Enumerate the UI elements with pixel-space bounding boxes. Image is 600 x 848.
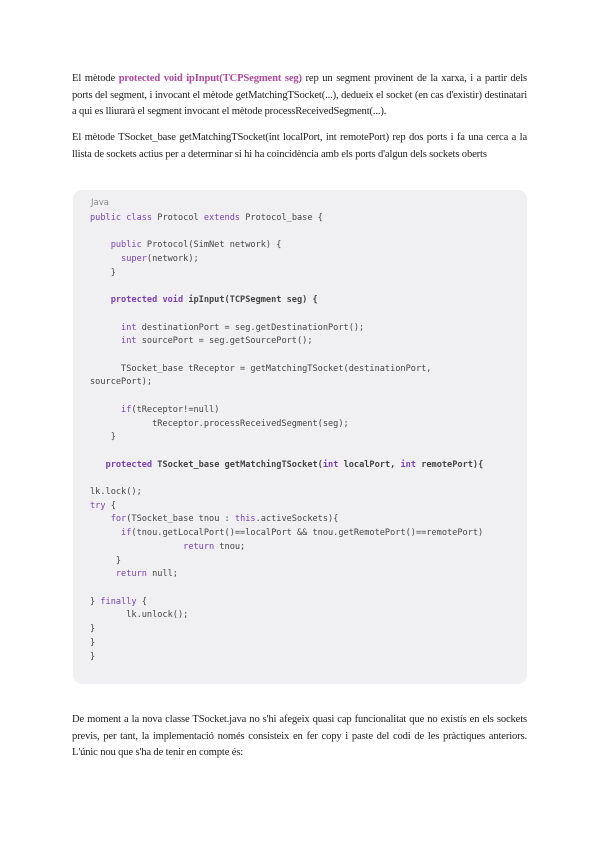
code-line xyxy=(90,486,483,500)
code-line xyxy=(90,322,483,336)
code-keyword: try xyxy=(90,500,111,511)
code-token: TSocket_base getMatchingTSocket( xyxy=(157,459,323,470)
code-line xyxy=(90,568,483,582)
highlighted-method-signature: protected void ipInput(TCPSegment seg) xyxy=(118,73,302,84)
code-line xyxy=(90,582,483,596)
code-token: Protocol xyxy=(157,213,204,223)
paragraph-text: rep un segment provinent de la xarxa, i a partir dels ports del segment, i invocant el mètode getMatchingTSocket(...), dedueix el socket (en cas d'existir) destinatari a qui es lliurarà el segment invocant el mètode processReceivedSegment(...). xyxy=(72,73,527,117)
code-token: } xyxy=(90,651,96,662)
code-line xyxy=(90,308,483,322)
code-keyword: int xyxy=(121,336,142,347)
code-line xyxy=(90,459,483,473)
code-token: tnou; xyxy=(219,541,246,552)
code-line xyxy=(90,390,483,404)
code-keyword: protected xyxy=(105,459,158,470)
code-token xyxy=(90,336,121,346)
code-line xyxy=(90,637,483,651)
code-keyword: if xyxy=(121,528,132,539)
code-keyword: if xyxy=(121,404,132,415)
code-token: localPort, xyxy=(343,459,401,470)
code-token: (network); xyxy=(146,254,199,265)
code-token: Protocol(SimNet network) { xyxy=(146,240,282,251)
code-token xyxy=(90,514,111,524)
code-keyword: int xyxy=(400,459,422,470)
paragraph-text: El mètode xyxy=(72,73,119,84)
code-line xyxy=(90,445,483,459)
code-line xyxy=(90,651,483,665)
code-token: lk.unlock(); xyxy=(90,610,189,621)
code-token: TSocket_base tReceptor = getMatchingTSocket(destinationPort, xyxy=(90,363,432,374)
code-token xyxy=(90,295,111,305)
code-token xyxy=(90,405,121,415)
code-line xyxy=(90,281,483,295)
code-line xyxy=(90,623,483,637)
code-keyword: extends xyxy=(203,213,246,223)
paragraph-tsocket-description: De moment a la nova classe TSocket.java no s'hi afegeix quasi cap funcionalitat que no existís en els sockets previs, per tant, la implementació només consisteix en fer copy i paste del codi de les pràctiques anteriors. L'únic nou que s'ha de tenir en compte és: xyxy=(72,714,527,758)
code-token xyxy=(90,569,116,579)
code-line xyxy=(90,226,483,240)
code-token: } xyxy=(90,637,96,648)
code-line xyxy=(90,500,483,514)
code-keyword: this xyxy=(234,514,256,525)
code-token: } xyxy=(90,432,116,443)
code-line xyxy=(90,363,483,377)
code-line xyxy=(90,212,483,226)
code-keyword: public xyxy=(110,240,147,251)
code-token: null; xyxy=(152,569,178,580)
code-token xyxy=(90,542,183,552)
code-line xyxy=(90,349,483,363)
code-line xyxy=(90,541,483,555)
code-line xyxy=(90,267,483,281)
code-token: (tnou.getLocalPort()==localPort && tnou.getRemotePort()==remotePort) xyxy=(131,528,484,539)
code-line xyxy=(90,404,483,418)
code-token xyxy=(90,323,121,333)
code-keyword: for xyxy=(110,514,127,525)
code-token: destinationPort = seg.getDestinationPort(); xyxy=(141,322,365,333)
code-token: { xyxy=(141,596,147,607)
code-listing xyxy=(90,212,483,664)
code-token: lk.lock(); xyxy=(90,487,142,498)
code-keyword: protected void xyxy=(110,295,189,306)
code-line xyxy=(90,472,483,486)
code-token: Protocol_base { xyxy=(245,213,323,223)
code-token: tReceptor.processReceivedSegment(seg); xyxy=(90,418,349,429)
code-token xyxy=(90,240,111,250)
code-keyword: int xyxy=(322,459,344,470)
code-token: } xyxy=(90,596,101,607)
code-token: sourcePort = seg.getSourcePort(); xyxy=(141,336,313,347)
code-line xyxy=(90,596,483,610)
code-line xyxy=(90,253,483,267)
paragraph-getmatchingtsocket-description: El mètode TSocket_base getMatchingTSocket(int localPort, int remotePort) rep dos ports i fa una cerca a la llista de sockets actius per a determinar si hi ha coincidència amb els ports d'algun dels sockets oberts xyxy=(72,132,527,160)
code-line xyxy=(90,335,483,349)
code-keyword: public class xyxy=(90,213,158,223)
code-token: remotePort){ xyxy=(421,459,484,470)
code-token: { xyxy=(110,500,116,511)
code-token xyxy=(90,528,121,538)
code-token: } xyxy=(90,267,116,278)
paragraph-ipinput-description xyxy=(72,71,527,121)
code-language-label: Java xyxy=(91,198,109,208)
code-token xyxy=(90,460,106,470)
code-token: (tReceptor!=null) xyxy=(131,404,220,415)
code-keyword: super xyxy=(121,254,147,265)
code-token: ipInput(TCPSegment seg) { xyxy=(188,295,318,306)
code-keyword: int xyxy=(121,322,142,333)
code-line xyxy=(90,376,483,390)
code-line xyxy=(90,294,483,308)
code-line xyxy=(90,418,483,432)
code-keyword: return xyxy=(183,541,220,552)
code-token xyxy=(90,254,121,264)
code-line xyxy=(90,431,483,445)
code-line xyxy=(90,609,483,623)
code-keyword: return xyxy=(115,569,153,580)
code-token: .activeSockets){ xyxy=(255,514,339,525)
code-line xyxy=(90,239,483,253)
code-line xyxy=(90,513,483,527)
code-line xyxy=(90,527,483,541)
code-token: sourcePort); xyxy=(90,377,153,388)
code-keyword: finally xyxy=(100,596,142,607)
code-token: } xyxy=(90,624,96,635)
code-token: } xyxy=(90,555,122,566)
code-token: (TSocket_base tnou : xyxy=(126,514,235,525)
code-block xyxy=(73,190,527,684)
code-line xyxy=(90,555,483,569)
